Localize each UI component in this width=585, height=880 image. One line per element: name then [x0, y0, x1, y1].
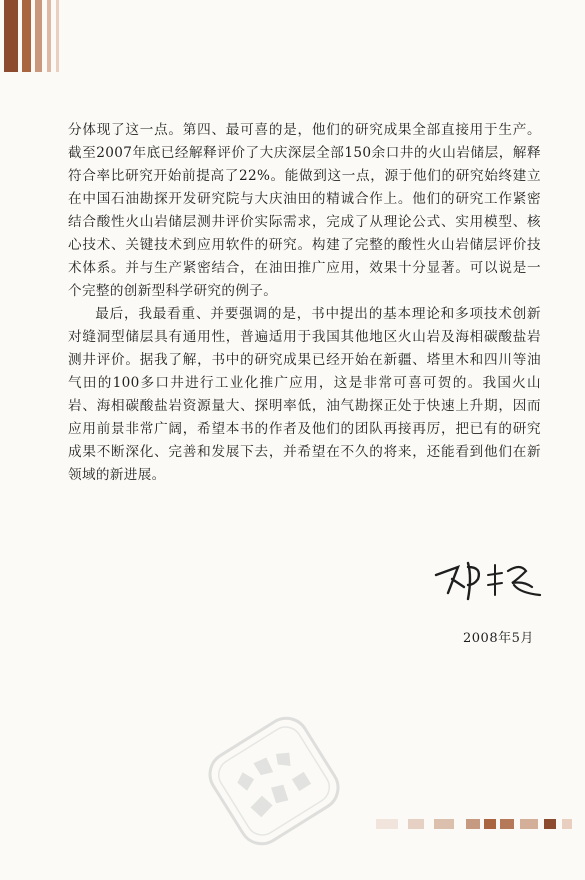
date-line: 2008年5月: [463, 631, 534, 646]
document-body: [68, 119, 541, 487]
corner-decoration: [4, 0, 59, 72]
bottom-color-strip: [376, 819, 572, 829]
handwritten-signature: [428, 553, 548, 605]
paragraph-1: 分体现了这一点。第四、最可喜的是，他们的研究成果全部直接用于生产。截至2007年底已经解释评价了大庆深层全部150余口井的火山岩储层，解释符合率比研究开始前提高了22%。能做到这一点，源于他们的研究始终建立在中国石油勘探开发研究院与大庆油田的精诚合作上。他们的研究工作紧密结合酸性火山岩储层测井评价实际需求，完成了从理论公式、实用模型、核心技术、关键技术到应用软件的研究。构建了完整的酸性火山岩储层评价技术体系。并与生产紧密结合，在油田推广应用，效果十分显著。可以说是一个完整的创新型科学研究的例子。: [68, 122, 541, 299]
paragraph-2: 最后，我最看重、并要强调的是，书中提出的基本理论和多项技术创新对缝洞型储层具有通用性，普遍适用于我国其他地区火山岩及海相碳酸盐岩测井评价。据我了解，书中的研究成果已经开始在新疆、塔里木和四川等油气田的100多口井进行工业化推广应用，这是非常可喜可贺的。我国火山岩、海相碳酸盐岩资源量大、探明率低，油气勘探正处于快速上升期，因而应用前景非常广阔，希望本书的作者及他们的团队再接再厉，把已有的研究成果不断深化、完善和发展下去，并希望在不久的将来，还能看到他们在新领域的新进展。: [68, 306, 541, 483]
watermark-stamp: [204, 711, 344, 851]
